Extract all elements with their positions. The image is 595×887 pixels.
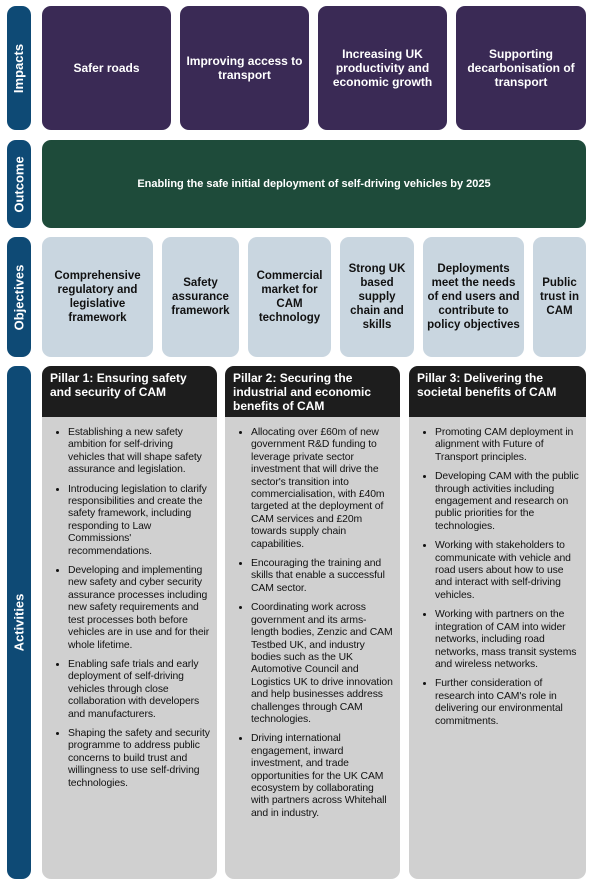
list-item: • Promoting CAM deployment in alignment with Future of Transport principles.	[435, 427, 580, 464]
objective-public-trust	[533, 237, 586, 357]
objective-safety-assurance	[162, 237, 239, 357]
list-item: • Driving international engagement, inward investment, and trade opportunities for the UK CAM ecosystem by collaborating with partners across Whitehall and in industry.	[251, 733, 394, 820]
impact-text: Supporting decarbonisation of transport	[467, 47, 575, 89]
list-item: • Working with stakeholders to communicate with vehicle and road users about how to use and interact with self-driving vehicles.	[435, 540, 580, 602]
list-item: • Developing CAM with the public through activities including engagement and research on public priorities for the technologies.	[435, 471, 580, 533]
objective-commercial-market	[248, 237, 331, 357]
objective-text: Deployments meet the needs of end users and contribute to policy objectives	[427, 263, 520, 331]
list-item: • Further consideration of research into CAM's role in delivering our environmental commitments.	[435, 678, 580, 728]
pillar-2-list	[225, 427, 400, 820]
pillar-2	[225, 366, 400, 879]
pillar-2-title: Pillar 2: Securing the industrial and economic benefits of CAM	[225, 366, 400, 417]
pillar-3-title: Pillar 3: Delivering the societal benefits of CAM	[409, 366, 586, 417]
objectives-label-text: Objectives	[11, 264, 27, 330]
impact-decarbonisation	[456, 6, 586, 130]
pillar-1	[42, 366, 217, 879]
objective-text: Comprehensive regulatory and legislative framework	[54, 270, 141, 324]
objective-text: Safety assurance framework	[171, 277, 230, 317]
impact-text: Improving access to transport	[186, 54, 303, 82]
impact-text: Increasing UK productivity and economic growth	[332, 47, 433, 89]
impacts-label-text: Impacts	[11, 43, 27, 93]
activities-label	[7, 366, 31, 879]
outcome-box	[42, 140, 586, 228]
list-item: • Enabling safe trials and early deployment of self-driving vehicles through close collaboration with developers and manufacturers.	[68, 659, 211, 721]
objective-text: Strong UK based supply chain and skills	[348, 263, 406, 331]
outcome-text: Enabling the safe initial deployment of self-driving vehicles by 2025	[137, 178, 491, 190]
objective-deployments	[423, 237, 524, 357]
list-item: • Introducing legislation to clarify responsibilities and create the safety framework, including responding to Law Commissions' recommendations.	[68, 484, 211, 558]
outcome-label-text: Outcome	[11, 155, 27, 213]
objective-text: Public trust in CAM	[540, 277, 579, 317]
objectives-label	[7, 237, 31, 357]
list-item: • Encouraging the training and skills that enable a successful CAM sector.	[251, 558, 394, 595]
pillar-1-list	[42, 427, 217, 790]
pillar-3	[409, 366, 586, 879]
impacts-label	[7, 6, 31, 130]
objective-supply-chain	[340, 237, 414, 357]
list-item: • Coordinating work across government and its arms-length bodies, Zenzic and CAM Testbed UK, and industry bodies such as the UK Automotive Council and Logistics UK to drive innovation and help businesses address challenges through CAM technologies.	[251, 602, 394, 726]
list-item: • Allocating over £60m of new government R&D funding to leverage private sector investment that will drive the sector's transition into commercialisation, with £40m targeted at the deployment of CAM services and £20m towards supply chain capabilities.	[251, 427, 394, 551]
list-item: • Establishing a new safety ambition for self-driving vehicles that will shape safety assurance and legislation.	[68, 427, 211, 477]
impact-access-to-transport	[180, 6, 309, 130]
impact-safer-roads	[42, 6, 171, 130]
list-item: • Working with partners on the integration of CAM into wider networks, including road networks, mass transit systems and wireless networks.	[435, 609, 580, 671]
outcome-label	[7, 140, 31, 228]
impact-productivity-growth	[318, 6, 447, 130]
list-item: • Developing and implementing new safety and cyber security assurance processes including new safety requirements and test processes both before vehicles are in use and for their whole lifetime.	[68, 565, 211, 652]
pillar-3-list	[409, 427, 586, 728]
list-item: • Shaping the safety and security programme to address public concerns to build trust and willingness to use self-driving technologies.	[68, 728, 211, 790]
activities-label-text: Activities	[11, 593, 27, 652]
objective-text: Commercial market for CAM technology	[256, 270, 323, 324]
objective-regulatory-framework	[42, 237, 153, 357]
impact-text: Safer roads	[73, 61, 140, 75]
pillar-1-title: Pillar 1: Ensuring safety and security of CAM	[42, 366, 217, 417]
